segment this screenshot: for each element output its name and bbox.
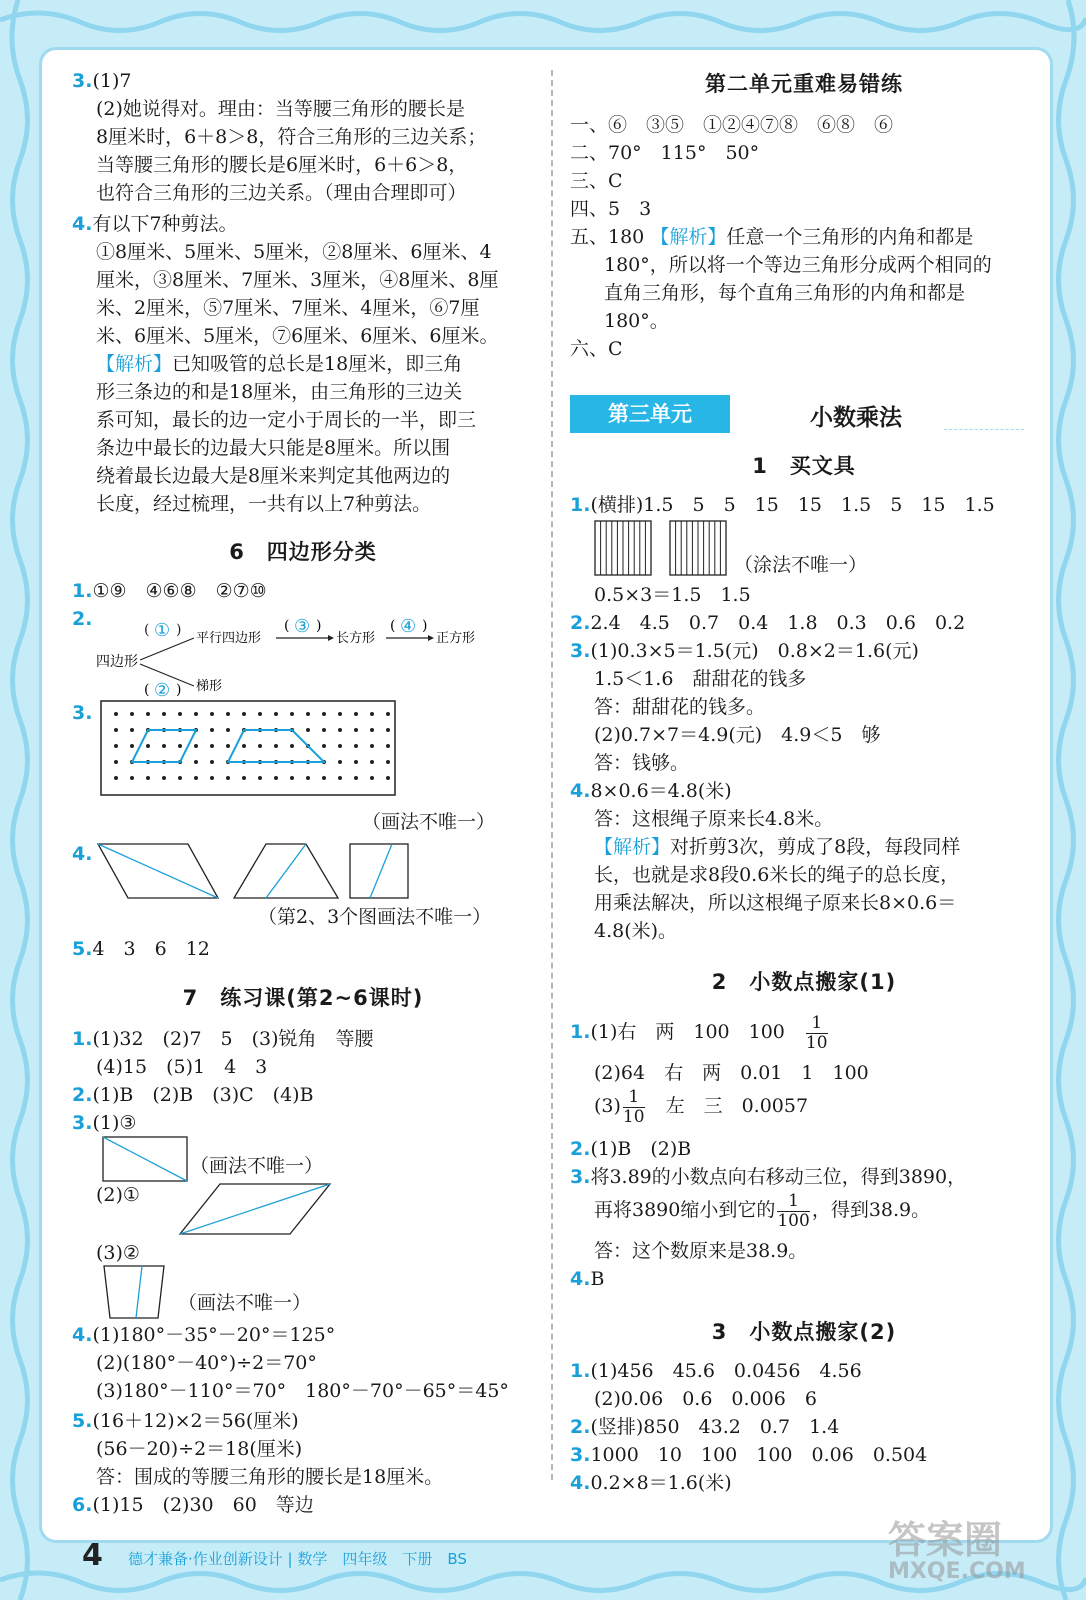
grid-dot — [370, 744, 374, 748]
s7-q3-note-2: （画法不唯一） — [178, 1292, 312, 1314]
grid-dot — [146, 712, 150, 716]
s7-q3-note-1: （画法不唯一） — [190, 1155, 324, 1177]
tree-answer-2: ② — [154, 680, 171, 698]
grid-dot — [370, 728, 374, 732]
grid-dot — [194, 712, 198, 716]
column-divider — [551, 70, 553, 1480]
s6-q1-answer: ①⑨ ④⑥⑧ ②⑦⑩ — [92, 580, 267, 602]
u2-line-8: 180°。 — [604, 310, 669, 332]
q4-analysis-1: 已知吸管的总长是18厘米，即三角 — [172, 353, 463, 375]
s1-q3-line-5: 答：钱够。 — [594, 752, 690, 774]
grid-dot — [114, 712, 118, 716]
s2-q1-line-3a: (3) — [594, 1095, 621, 1117]
unit-3-header — [570, 395, 1038, 435]
grid-dot — [226, 712, 230, 716]
grid-dot — [226, 776, 230, 780]
grid-dot — [290, 776, 294, 780]
q3-line-4: 当等腰三角形的腰长是6厘米时，6＋6＞8， — [96, 154, 468, 176]
s2-q1-line-2: (2)64 右 两 0.01 1 100 — [594, 1062, 869, 1084]
q4-analysis-2: 形三条边的和是18厘米，由三角形的三边关 — [96, 381, 463, 403]
s6-q5-number: 5. — [72, 938, 93, 960]
grid-dot — [114, 760, 118, 764]
s7-q1-number: 1. — [72, 1028, 93, 1050]
grid-dot — [210, 712, 214, 716]
q3-line-1: (1)7 — [92, 70, 132, 92]
s7-q2-answer: (1)B (2)B (3)C (4)B — [92, 1084, 314, 1106]
grid-dot — [258, 744, 262, 748]
s1-q1-line-3: 0.5×3＝1.5 1.5 — [594, 584, 751, 606]
q3-number: 3. — [72, 70, 93, 92]
u2-line-9: 六、C — [570, 338, 623, 360]
grid-dot — [210, 744, 214, 748]
svg-text:): ) — [176, 682, 182, 698]
grid-dot — [322, 744, 326, 748]
s2-q3-line-2b: ，得到38.9。 — [811, 1199, 931, 1221]
fraction-one-hundredth: $\frac{1}{100}$ — [777, 1190, 810, 1231]
s2-q1-number: 1. — [570, 1021, 591, 1043]
watermark: 答案圈 MXQE.COM — [888, 1518, 1026, 1584]
q4-line-5: 米、6厘米、5厘米，⑦6厘米、6厘米、6厘米。 — [96, 325, 499, 347]
s2-q2-number: 2. — [570, 1138, 591, 1160]
s1-q3-line-2: 1.5＜1.6 甜甜花的钱多 — [594, 668, 807, 690]
grid-dot — [274, 712, 278, 716]
tree-answer-1: ① — [154, 620, 171, 641]
grid-dot — [114, 744, 118, 748]
u2-line-5b: 任意一个三角形的内角和都是 — [726, 226, 974, 248]
striped-squares-figure — [594, 520, 744, 576]
s1-q1-answer: (横排)1.5 5 5 15 15 1.5 5 15 1.5 — [590, 494, 995, 516]
s1-analysis-tag: 【解析】 — [594, 836, 671, 858]
q3-line-5: 也符合三角形的三边关系。（理由合理即可） — [96, 182, 467, 204]
grid-dot — [130, 776, 134, 780]
grid-dot — [210, 760, 214, 764]
grid-dot — [226, 728, 230, 732]
s2-q3-line-1: 将3.89的小数点向右移动三位，得到3890， — [590, 1166, 967, 1188]
s1-analysis-2: 长，也就是求8段0.6米长的绳子的总长度， — [594, 864, 960, 886]
tree-root: 四边形 — [96, 654, 138, 670]
grid-dot — [370, 712, 374, 716]
tree-trapezoid: 梯形 — [196, 679, 223, 694]
unit-2-review-title: 第二单元重难易错练 — [705, 72, 903, 96]
s7-q5-line-1: (16＋12)×2＝56(厘米) — [92, 1410, 299, 1432]
grid-dot — [162, 712, 166, 716]
u2-line-1: 一、⑥ ③⑤ ①②④⑦⑧ ⑥⑧ ⑥ — [570, 114, 894, 136]
grid-dot — [338, 744, 342, 748]
s3-q3-number: 3. — [570, 1444, 591, 1466]
grid-dot — [210, 728, 214, 732]
s1-q4-line-1: 8×0.6＝4.8(米) — [590, 780, 732, 802]
tree-answer-4: ④ — [400, 616, 417, 637]
grid-dot — [306, 728, 310, 732]
grid-dot — [194, 760, 198, 764]
grid-dot — [370, 760, 374, 764]
s2-q3-line-3: 答：这个数原来是38.9。 — [594, 1240, 808, 1262]
s2-q1-line-3b: 左 三 0.0057 — [665, 1095, 809, 1117]
s7-q4-line-3: (3)180°－110°＝70° 180°－70°－65°＝45° — [96, 1380, 509, 1402]
grid-dot — [114, 776, 118, 780]
parallelogram-divided-figure — [178, 1182, 338, 1238]
lesson-1-title: 1 买文具 — [752, 454, 856, 478]
grid-dot — [210, 776, 214, 780]
s7-q4-line-2: (2)(180°－40°)÷2＝70° — [96, 1352, 317, 1374]
svg-text:(: ( — [284, 618, 290, 634]
s3-q1-number: 1. — [570, 1360, 591, 1382]
unit-3-badge: 第三单元 — [570, 395, 730, 433]
grid-dot — [130, 712, 134, 716]
grid-dot — [130, 728, 134, 732]
grid-dot — [290, 712, 294, 716]
s7-q6-number: 6. — [72, 1494, 93, 1516]
grid-dot — [178, 776, 182, 780]
fraction-one-tenth: $\frac{1}{10}$ — [805, 1012, 828, 1053]
grid-dot — [274, 776, 278, 780]
grid-dot — [338, 760, 342, 764]
grid-dot — [194, 776, 198, 780]
q4-line-1: 有以下7种剪法。 — [92, 213, 238, 235]
s7-q3-part-1: (1)③ — [92, 1112, 137, 1134]
tree-rectangle: 长方形 — [336, 631, 376, 646]
q4-number: 4. — [72, 213, 93, 235]
grid-dot — [274, 744, 278, 748]
grid-dot — [178, 744, 182, 748]
svg-text:): ) — [316, 618, 322, 634]
grid-dot — [386, 728, 390, 732]
grid-dot — [258, 776, 262, 780]
unit-3-title: 小数乘法 — [810, 405, 902, 431]
grid-dot — [146, 776, 150, 780]
grid-dot — [162, 776, 166, 780]
s3-q2-number: 2. — [570, 1416, 591, 1438]
svg-text:): ) — [422, 618, 428, 634]
fraction-one-tenth-2: $\frac{1}{10}$ — [622, 1086, 645, 1127]
s3-q1-line-1: (1)456 45.6 0.0456 4.56 — [590, 1360, 862, 1382]
grid-dot — [242, 776, 246, 780]
grid-dot — [194, 744, 198, 748]
lesson-2-title: 2 小数点搬家(1) — [711, 970, 897, 994]
u2-line-2: 二、70° 115° 50° — [570, 142, 760, 164]
q4-analysis-3: 系可知，最长的边一定小于周长的一半，即三 — [96, 409, 477, 431]
u2-analysis-tag: 【解析】 — [650, 226, 727, 248]
s6-q3-number: 3. — [72, 702, 93, 724]
section-6-title: 6 四边形分类 — [229, 540, 377, 564]
s7-q1-line-2: (4)15 (5)1 4 3 — [96, 1056, 268, 1078]
s1-q3-line-1: (1)0.3×5＝1.5(元) 0.8×2＝1.6(元) — [590, 640, 919, 662]
grid-dot — [306, 776, 310, 780]
grid-dot — [242, 744, 246, 748]
grid-dot — [338, 712, 342, 716]
s1-analysis-1: 对折剪3次，剪成了8段，每段同样 — [670, 836, 961, 858]
page-number: 4 — [82, 1538, 103, 1573]
q4-analysis-6: 长度，经过梳理，一共有以上7种剪法。 — [96, 493, 432, 515]
u2-line-4: 四、5 3 — [570, 198, 652, 220]
svg-text:): ) — [176, 622, 182, 638]
u2-line-3: 三、C — [570, 170, 623, 192]
u2-line-6: 180°，所以将一个等边三角形分成两个相同的 — [604, 254, 992, 276]
s2-q3-number: 3. — [570, 1166, 591, 1188]
grid-dot — [322, 712, 326, 716]
s7-q6-answer: (1)15 (2)30 60 等边 — [92, 1494, 314, 1516]
s7-q5-number: 5. — [72, 1410, 93, 1432]
svg-text:(: ( — [144, 682, 150, 698]
s2-q4-number: 4. — [570, 1268, 591, 1290]
s1-q1-note: （涂法不唯一） — [734, 554, 868, 576]
grid-dot — [370, 776, 374, 780]
grid-dot — [354, 712, 358, 716]
s1-q2-number: 2. — [570, 612, 591, 634]
grid-dot — [386, 712, 390, 716]
grid-dot — [290, 744, 294, 748]
s6-q4-note: （第2、3个图画法不唯一） — [258, 906, 492, 928]
s1-q4-number: 4. — [570, 780, 591, 802]
s6-q5-answer: 4 3 6 12 — [92, 938, 210, 960]
grid-dot — [226, 744, 230, 748]
grid-dot — [178, 712, 182, 716]
rectangle-divided-figure — [102, 1136, 192, 1186]
grid-dot — [338, 728, 342, 732]
svg-text:(: ( — [390, 618, 396, 634]
s6-q3-note: （画法不唯一） — [362, 811, 496, 833]
s1-q3-number: 3. — [570, 640, 591, 662]
q4-line-3: 厘米，③8厘米、7厘米、3厘米，④8厘米、8厘 — [96, 269, 499, 291]
divided-shapes-figure — [96, 842, 426, 902]
dot-grid-figure — [100, 700, 396, 796]
s7-q1-line-1: (1)32 (2)7 5 (3)锐角 等腰 — [92, 1028, 374, 1050]
grid-dot — [258, 712, 262, 716]
s1-analysis-4: 4.8(米)。 — [594, 920, 678, 942]
s2-q2-answer: (1)B (2)B — [590, 1138, 692, 1160]
s6-q4-number: 4. — [72, 843, 93, 865]
grid-dot — [386, 776, 390, 780]
grid-dot — [322, 728, 326, 732]
quadrilateral-classification-tree — [96, 608, 496, 698]
s1-q3-line-4: (2)0.7×7＝4.9(元) 4.9＜5 够 — [594, 724, 881, 746]
lesson-3-title: 3 小数点搬家(2) — [711, 1320, 897, 1344]
s2-q3-line-2a: 再将3890缩小到它的 — [594, 1199, 776, 1221]
s7-q3-part-3: (3)② — [96, 1242, 140, 1264]
grid-dot — [338, 776, 342, 780]
footer-text: 德才兼备·作业创新设计 | 数学 四年级 下册 BS — [128, 1550, 467, 1568]
u2-line-7: 直角三角形，每个直角三角形的内角和都是 — [604, 282, 966, 304]
section-7-title: 7 练习课(第2~6课时) — [182, 986, 424, 1010]
s3-q3-answer: 1000 10 100 100 0.06 0.504 — [590, 1444, 928, 1466]
s3-q4-number: 4. — [570, 1472, 591, 1494]
grid-dot — [242, 712, 246, 716]
s7-q5-line-2: (56－20)÷2＝18(厘米) — [96, 1438, 303, 1460]
s1-q3-line-3: 答：甜甜花的钱多。 — [594, 696, 766, 718]
s7-q4-line-1: (1)180°－35°－20°＝125° — [92, 1324, 336, 1346]
s7-q2-number: 2. — [72, 1084, 93, 1106]
tree-answer-3: ③ — [294, 616, 311, 637]
q3-line-2: (2)她说得对。理由：当等腰三角形的腰长是 — [96, 98, 465, 120]
q4-line-2: ①8厘米、5厘米、5厘米，②8厘米、6厘米、4 — [96, 241, 492, 263]
tree-parallelogram: 平行四边形 — [196, 631, 262, 646]
grid-dot — [162, 744, 166, 748]
answer-page — [42, 50, 1050, 1540]
grid-dot — [354, 744, 358, 748]
u2-line-5a: 五、180 — [570, 226, 645, 248]
s1-q1-number: 1. — [570, 494, 591, 516]
s3-q2-answer: (竖排)850 43.2 0.7 1.4 — [590, 1416, 840, 1438]
s2-q4-answer: B — [590, 1268, 605, 1290]
grid-dot — [114, 728, 118, 732]
tree-square: 正方形 — [436, 631, 476, 646]
s6-q2-number: 2. — [72, 608, 93, 630]
q3-line-3: 8厘米时，6＋8＞8，符合三角形的三边关系； — [96, 126, 487, 148]
grid-dot — [354, 760, 358, 764]
svg-text:(: ( — [144, 622, 150, 638]
s6-q1-number: 1. — [72, 580, 93, 602]
grid-dot — [322, 776, 326, 780]
grid-dot — [386, 760, 390, 764]
s7-q3-part-2: (2)① — [96, 1184, 140, 1206]
grid-dot — [354, 776, 358, 780]
s7-q3-number: 3. — [72, 1112, 93, 1134]
s1-analysis-3: 用乘法解决，所以这根绳子原来长8×0.6＝ — [594, 892, 957, 914]
s3-q1-line-2: (2)0.06 0.6 0.006 6 — [594, 1388, 817, 1410]
s2-q1-line-1: (1)右 两 100 100 — [590, 1021, 785, 1043]
analysis-tag: 【解析】 — [96, 353, 173, 375]
grid-dot — [146, 744, 150, 748]
s3-q4-answer: 0.2×8＝1.6(米) — [590, 1472, 732, 1494]
grid-dot — [306, 712, 310, 716]
s7-q4-number: 4. — [72, 1324, 93, 1346]
grid-dot — [354, 728, 358, 732]
s1-q4-line-2: 答：这根绳子原来长4.8米。 — [594, 808, 834, 830]
grid-dot — [386, 744, 390, 748]
q4-analysis-5: 绕着最长边最大是8厘米来判定其他两边的 — [96, 465, 451, 487]
grid-dot — [130, 744, 134, 748]
q4-line-4: 米、2厘米，⑤7厘米、7厘米、4厘米，⑥7厘 — [96, 297, 480, 319]
q4-analysis-4: 条边中最长的边最大只能是8厘米。所以围 — [96, 437, 451, 459]
trapezoid-divided-figure — [102, 1264, 172, 1324]
s1-q2-answer: 2.4 4.5 0.7 0.4 1.8 0.3 0.6 0.2 — [590, 612, 966, 634]
s7-q5-line-3: 答：围成的等腰三角形的腰长是18厘米。 — [96, 1466, 444, 1488]
